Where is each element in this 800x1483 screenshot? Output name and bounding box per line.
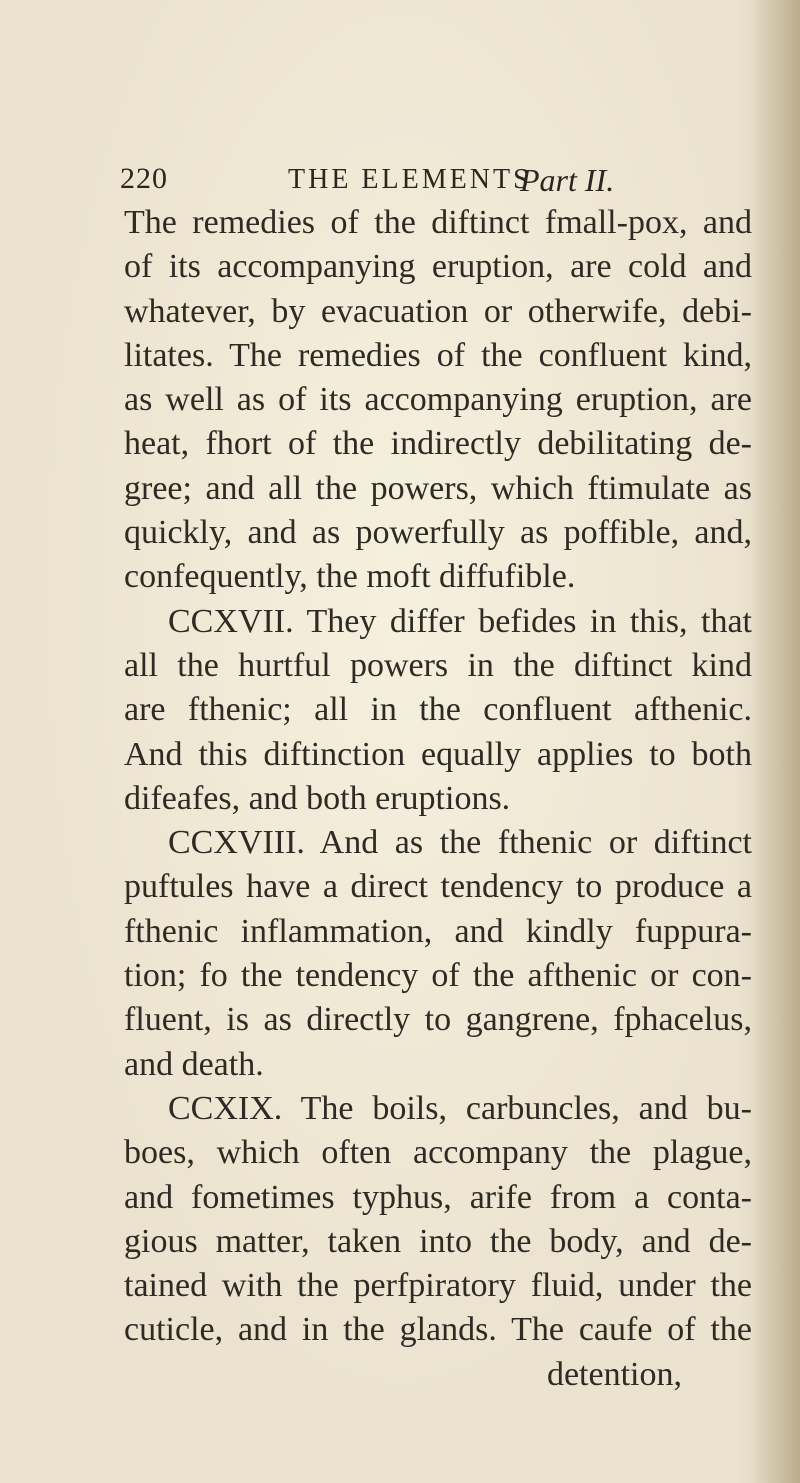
part-label: Part II. — [520, 162, 615, 198]
text-line: cuticle, and in the glands. The caufe of the — [124, 1311, 752, 1349]
body-text — [124, 201, 752, 1397]
section-ccxix-start: CCXIX. The boils, carbuncles, and bu- — [168, 1089, 752, 1127]
text-line: tained with the perfpiratory fluid, under the — [124, 1267, 752, 1305]
catchword: detention, — [546, 1355, 682, 1393]
text-line: heat, fhort of the indirectly debilitating de- — [124, 425, 752, 463]
text-line: The remedies of the diftinct fmall-pox, and — [124, 204, 752, 241]
text-line: of its accompanying eruption, are cold and — [124, 248, 752, 286]
text-line: are fthenic; all in the confluent afthenic. — [124, 691, 752, 729]
text-line: whatever, by evacuation or otherwife, debi- — [124, 292, 752, 330]
running-head-title: THE ELEMENTS — [288, 164, 532, 195]
text-line: And this diftinction equally applies to both — [124, 735, 752, 773]
text-line: fthenic inflammation, and kindly fuppura- — [124, 912, 752, 950]
text-line: confequently, the moft diffufible. — [124, 558, 576, 596]
text-line: gious matter, taken into the body, and de- — [124, 1222, 752, 1260]
text-line: tion; fo the tendency of the afthenic or con- — [124, 957, 752, 995]
text-line: and death. — [124, 1045, 264, 1083]
page-edge-shadow — [752, 0, 800, 1483]
text-line: puftules have a direct tendency to produce a — [124, 868, 752, 906]
section-ccxviii-start: CCXVIII. And as the fthenic or diftinct — [168, 824, 752, 862]
text-line: litates. The remedies of the confluent kind, — [124, 336, 752, 374]
text-line: boes, which often accompany the plague, — [124, 1134, 752, 1172]
running-header — [120, 162, 760, 202]
text-line: all the hurtful powers in the diftinct kind — [124, 646, 752, 684]
section-ccxvii-start: CCXVII. They differ befides in this, that — [168, 602, 752, 640]
text-line: quickly, and as powerfully as poffible, and, — [124, 514, 752, 552]
text-line: as well as of its accompanying eruption, are — [124, 381, 752, 419]
page-number: 220 — [120, 162, 168, 195]
text-line: gree; and all the powers, which ftimulate as — [124, 469, 752, 507]
text-line: difeafes, and both eruptions. — [124, 779, 511, 817]
text-line: and fometimes typhus, arife from a conta- — [124, 1178, 752, 1216]
text-line: fluent, is as directly to gangrene, fphacelus, — [124, 1001, 752, 1039]
